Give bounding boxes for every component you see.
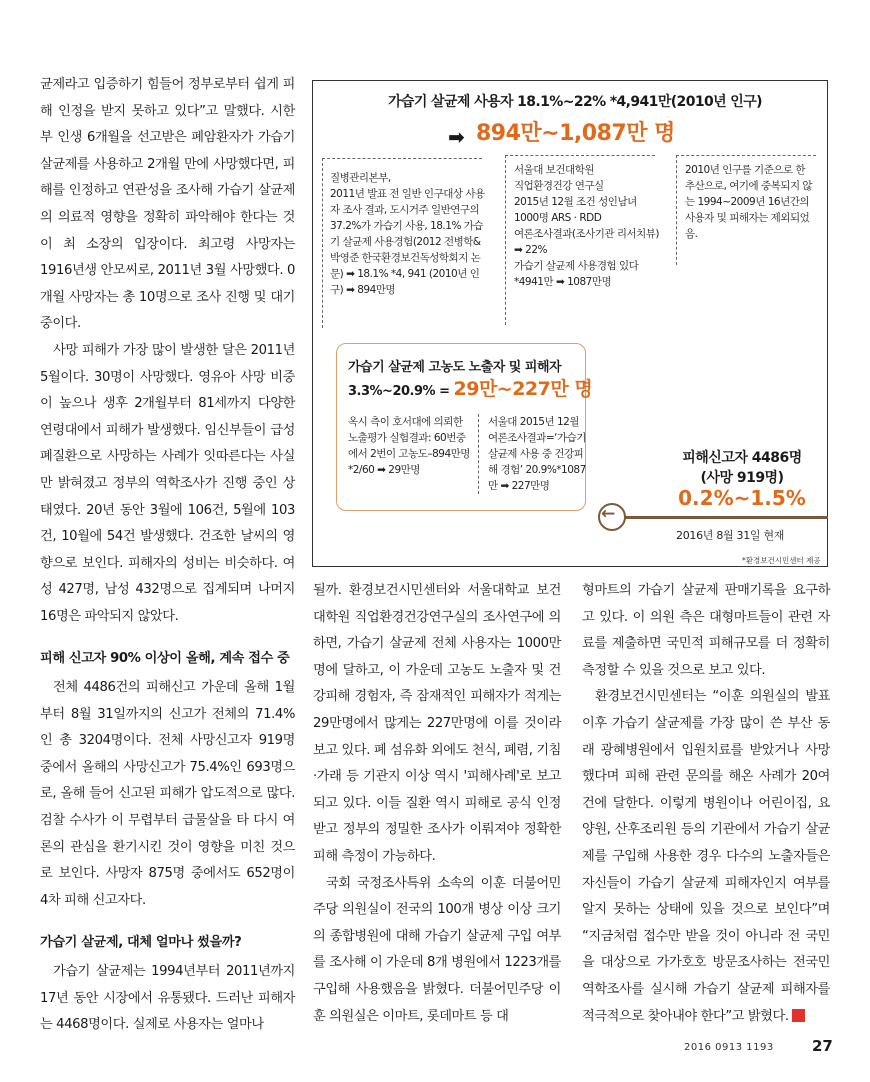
paragraph-text: 환경보건시민센터는 “이훈 의원실의 발표 이후 가습기 살균제를 가장 많이 쓴 부산 동래 광혜병원에서 입원치료를 받았거나 사망했다며 피해 관련 문의를 해온 사례가 20여 건에 달한다. 이렇게 병원이나 어린이집, 요양원, 산후조리원 등의 기관에서 가습기 살균제를 구입해 사용한 경우 다수의 노출자들은 자신들이 가습기 살균제 피해자인지 여부를 알지 못하는 상태에 있을 것으로 보인다”며 “지금처럼 접수만 받을 것이 아니라 전 국민을 대상으로 가가호호 방문조사하는 전국민 역학조사를 실시해 가습기 살균제 피해자를 적극적으로 찾아내야 한다”고 밝혔다. [582, 689, 830, 1024]
timeline-line [612, 516, 828, 519]
paragraph: 가습기 살균제는 1994년부터 2011년까지 17년 동안 시장에서 유통됐다. 드러난 피해자는 4468명이다. 실제로 사용자는 얼마나 [40, 964, 295, 1033]
infographic-title: 가습기 살균제 사용자 18.1%~22% *4,941만(2010년 인구) [388, 94, 762, 110]
paragraph: 국회 국정조사특위 소속의 이훈 더불어민주당 의원실이 전국의 100개 병상 이상 크기의 종합병원에 대해 가습기 살균제 구입 여부를 조사해 이 가운데 8개 병원에서 1223개를 구입해 사용했음을 밝혔다. 더불어민주당 이훈 의원실은 이마트, 롯데마트 등 대 [313, 875, 561, 1024]
divider [478, 414, 479, 494]
divider [322, 158, 482, 159]
section-heading: 피해 신고자 90% 이상이 올해, 계속 접수 중 [40, 651, 290, 667]
report-count-line2: (사망 919명) [700, 470, 784, 486]
paragraph: 사망 피해가 가장 많이 발생한 달은 2011년 5월이다. 30명이 사망했다. 영유아 사망 비중이 높으나 생후 2개월부터 81세까지 다양한 연령대에서 피해가 발생했다. 임신부들이 급성 폐질환으로 사망하는 사례가 잇따른다는 사실만 밝혀졌고 정부의 역학조사가 진행 중인 상태였다. 20년 동안 3월에 106건, 5월에 103건, 10월에 54건 발생했다. 건조한 날씨의 영향으로 보인다. 피해자의 성비는 비슷하다. 여성 427명, 남성 432명으로 집계되며 나머지 16명은 파악되지 않았다. [40, 342, 295, 624]
source-note-2: 서울대 보건대학원 직업환경건강 연구실 2015년 12월 조건 성인남녀 1000명 ARS · RDD 여론조사결과(조사기관 리서치뷰) ➡ 22% 가습기 살균제 사용경험 있다 *4941만 ➡ 1087만명 [514, 164, 660, 288]
exposure-title: 가습기 살균제 고농도 노출자 및 피해자 [348, 360, 562, 375]
divider [676, 155, 677, 265]
arrow-right-icon: ➡ [448, 125, 465, 149]
paragraph: 균제라고 입증하기 힘들어 정부로부터 쉽게 피해 인정을 받지 못하고 있다”고 말했다. 시한부 인생 6개월을 선고받은 폐암환자가 가습기 살균제를 사용하고 2개월 만에 사망했다면, 피해를 인정하고 연관성을 조사해 가습기 살균제의 의료적 영향을 정확히 파악해야 한다는 것이 최 소장의 입장이다. 최고령 사망자는 1916년생 안모씨로, 2011년 3월 사망했다. 0개월 사망자는 총 10명으로 조사 진행 및 대기 중이다. [40, 77, 295, 332]
divider [505, 155, 655, 156]
source-note-3: 2010년 인구를 기준으로 한 추산으로, 여기에 중복되지 않는 1994~2009년 16년간의 사용자 및 피해자는 제외되었음. [685, 164, 813, 240]
source-note-1: 질병관리본부, 2011년 발표 전 일반 인구대상 사용자 조사 결과, 도시거주 일반연구의 37.2%가 가습기 사용, 18.1% 가습기 살균제 사용경험(2012 전병학&박영준 한국환경보건독성학회지 논문) ➡ 18.1% *4, 941 (2010년 인구) ➡ 894만명 [330, 172, 485, 296]
page-number: 27 [812, 1037, 833, 1055]
exposure-note-left: 옥시 측이 호서대에 의뢰한 노출평가 실험결과: 60번중에서 2번이 고농도–894만명 *2/60 ➡ 29만명 [348, 416, 470, 476]
credit-note: *환경보건시민센터 제공 [742, 556, 821, 565]
report-count [672, 448, 812, 488]
paragraph [582, 684, 830, 1030]
divider [505, 155, 506, 325]
report-date: 2016년 8월 31일 현재 [676, 529, 785, 542]
article-column-3 [582, 578, 830, 1030]
issue-number: 2016 0913 1193 [684, 1042, 774, 1053]
report-range: 0.2%~1.5% [678, 486, 806, 510]
paragraph: 될까. 환경보건시민센터와 서울대학교 보건대학원 직업환경건강연구실의 조사연구에 의하면, 가습기 살균제 전체 사용자는 1000만명에 달하고, 이 가운데 고농도 노출자 및 건강피해 경험자, 즉 잠재적인 피해자가 적게는 29만명에서 많게는 227만명에 이를 것이라 보고 있다. 폐 섬유화 외에도 천식, 폐렴, 기침·가래 등 기관지 이상 역시 '피해사례'로 보고되고 있다. 이들 질환 역시 피해로 공식 인정받고 정부의 정밀한 조사가 이뤄져야 정확한 피해 측정이 가능하다. [313, 583, 561, 864]
arrow-left-icon: ← [601, 504, 616, 524]
paragraph: 전체 4486건의 피해신고 가운데 올해 1월부터 8월 31일까지의 신고가 전체의 71.4%인 총 3204명이다. 전체 사망신고자 919명 중에서 올해의 사망신고가 75.4%인 693명으로, 올해 들어 신고된 피해가 압도적으로 많다. 검찰 수사가 이 무렵부터 급물살을 타 다시 여론의 관심을 환기시킨 것이 영향을 미친 것으로 보인다. 사망자 875명 중에서도 652명이 4차 피해 신고자다. [40, 680, 295, 908]
exposure-range [348, 374, 592, 401]
exposure-range-value: 29만~227만 명 [453, 378, 593, 400]
paragraph: 형마트의 가습기 살균제 판매기록을 요구하고 있다. 이 의원 측은 대형마트들이 관련 자료를 제출하면 국민적 피해규모를 더 정확히 측정할 수 있을 것으로 보고 있다. [582, 583, 830, 678]
divider [322, 158, 323, 328]
article-column-2 [313, 578, 561, 1030]
article-column-1-top [40, 72, 295, 1039]
exposure-range-prefix: 3.3%~20.9% = [348, 384, 454, 399]
divider [676, 155, 816, 156]
infographic-highlight: 894만~1,087만 명 [476, 121, 675, 146]
section-heading: 가습기 살균제, 대체 얼마나 썼을까? [40, 935, 242, 951]
exposure-note-right: 서울대 2015년 12월 여론조사결과=‘가습기 살균제 사용 중 건강피해 경험’ 20.9%*1087만 ➡ 227만명 [488, 416, 586, 492]
report-count-line1: 피해신고자 4486명 [682, 450, 802, 466]
end-mark-icon: K [792, 1009, 805, 1022]
